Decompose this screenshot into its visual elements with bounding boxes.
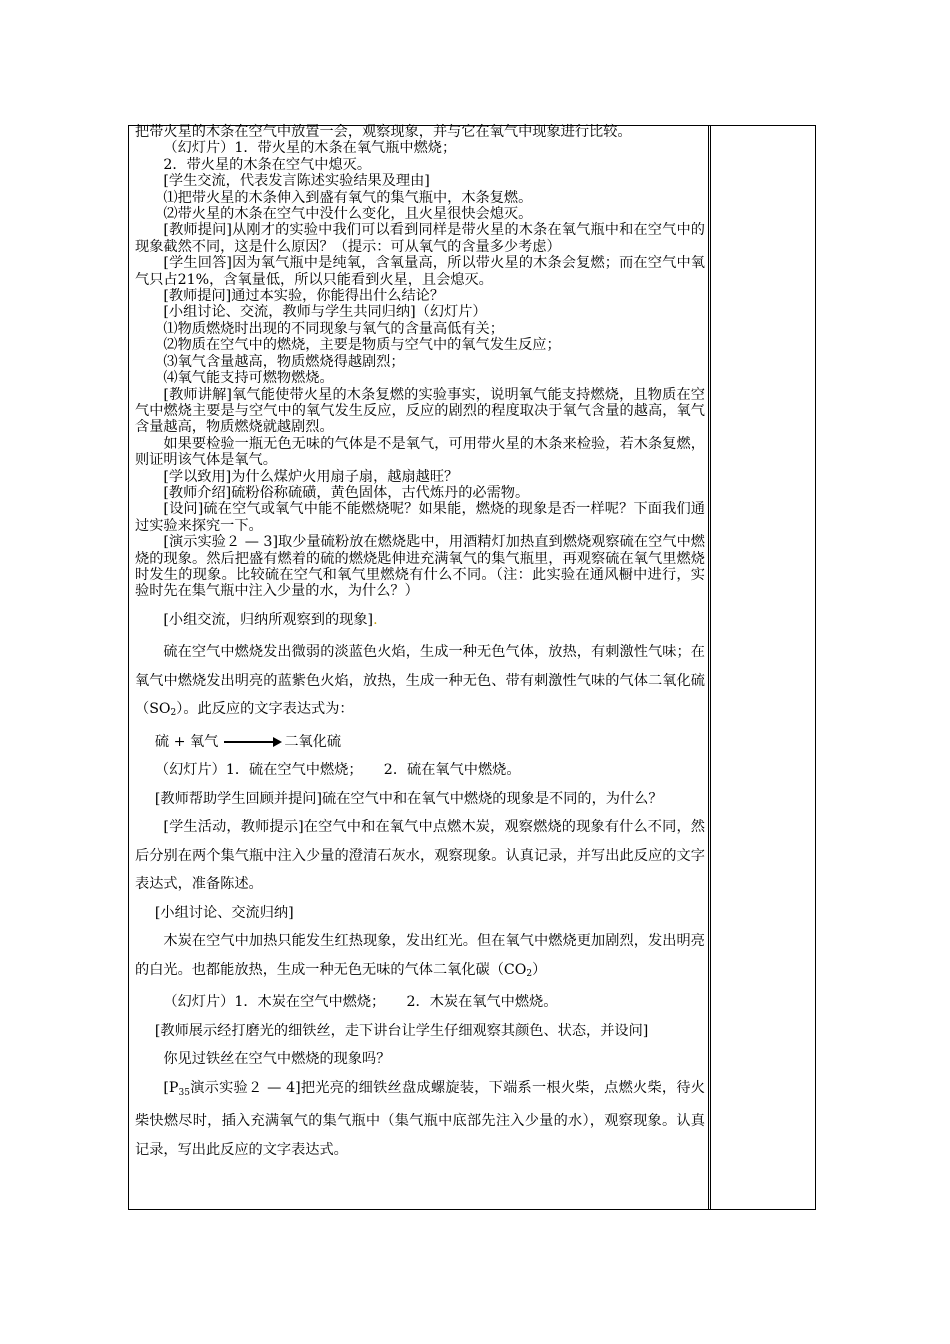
loose-paragraph-2: [学生活动，教师提示]在空气中和在氧气中点燃木炭，观察燃烧的现象有什么不同，然后分别在两个集气瓶中注入少量的澄清石灰水，观察现象。认真记录，并写出此反应的文字表达式，准备陈述。: [135, 819, 705, 893]
lesson-table: [128, 125, 816, 1210]
sulfur-equation: [135, 728, 705, 757]
equation-product: 二氧化硫: [284, 733, 342, 750]
lesson-content: [135, 124, 705, 1164]
paragraph-12: ⑶氧气含量越高，物质燃烧得越剧烈；: [163, 353, 405, 370]
loose2-paragraph-1: [教师展示经打磨光的细铁丝，走下讲台让学生仔细观察其颜色、状态，并设问]: [154, 1022, 649, 1039]
paragraph-3: [学生交流，代表发言陈述实验结果及理由]: [163, 173, 430, 190]
paragraph-10: ⑴物质燃烧时出现的不同现象与氧气的含量高低有关；: [163, 320, 504, 337]
paragraph-13: ⑷氧气能支持可燃物燃烧。: [163, 370, 334, 387]
paragraph-19: [演示实验２ — 3]取少量硫粉放在燃烧匙中，用酒精灯加热直到燃烧观察硫在空气中燃烧的现象。然后把盛有燃着的硫的燃烧匙伸进充满氧气的集气瓶里，再观察硫在氧气里燃烧时发生的现象。比较硫在空气和氧气里燃烧有什么不同。（注：此实验在通风橱中进行，实验时先在集气瓶中注入少量的水，为什么？）: [135, 534, 705, 600]
column-divider-left: [708, 126, 709, 1209]
paragraph-6: [教师提问]从刚才的实验中我们可以看到同样是带火星的木条在氧气瓶中和在空气中的现象截然不同，这是什么原因？（提示：可从氧气的含量多少考虑）: [135, 222, 705, 255]
paragraph-4: ⑴把带火星的木条伸入到盛有氧气的集气瓶中，木条复燃。: [163, 189, 533, 206]
paragraph-8: [教师提问]通过本实验，你能得出什么结论？: [163, 288, 445, 305]
loose-paragraphs: [135, 606, 705, 1165]
paragraph-5: ⑵带火星的木条在空气中没什么变化，且火星很快会熄灭。: [163, 206, 533, 223]
paragraph-9: [小组讨论、交流，教师与学生共同归纳]（幻灯片）: [163, 304, 487, 321]
paragraph-17: [教师介绍]硫粉俗称硫磺，黄色固体，古代炼丹的必需物。: [163, 484, 530, 501]
loose2-paragraph-2: 你见过铁丝在空气中燃烧的现象吗？: [163, 1051, 391, 1068]
paragraph-16: [学以致用]为什么煤炉火用扇子扇，越扇越旺？: [163, 468, 459, 485]
equation-reactants: 硫 + 氧气: [154, 733, 219, 750]
paragraph-0: 把带火星的木条在空气中放置一会，观察现象，并与它在氧气中现象进行比较。: [135, 124, 632, 140]
loose-paragraph-0: （幻灯片）1．硫在空气中燃烧； 2．硫在氧气中燃烧。: [154, 762, 521, 779]
charcoal-phenomenon: 木炭在空气中加热只能发生红热现象，发出红光。但在氧气中燃烧更加剧烈，发出明亮的白光。也都能放热，生成一种无色无味的气体二氧化碳$(CO_2)$: [135, 933, 705, 979]
paragraph-1: （幻灯片）1．带火星的木条在氧气瓶中燃烧；: [163, 140, 457, 157]
paragraph-14: [教师讲解]氧气能使带火星的木条复燃的实验事实，说明氧气能支持燃烧，且物质在空气中燃烧主要是与空气中的氧气发生反应，反应的剧烈的程度取决于氧气含量的越高，氧气含量越高，物质燃烧就越剧烈。: [135, 386, 705, 436]
sulfur-phenomenon: 硫在空气中燃烧发出微弱的淡蓝色火焰，生成一种无色气体，放热，有刺激性气味；在氧气中燃烧发出明亮的蓝紫色火焰，放热，生成一种无色、带有刺激性气味的气体二氧化硫$(SO_2)$。此反应的文字表达式为：: [135, 644, 705, 719]
paragraph-15: 如果要检验一瓶无色无味的气体是不是氧气，可用带火星的木条来检验，若木条复燃，则证明该气体是氧气。: [135, 435, 705, 469]
iron-experiment: [$P_{35}$演示实验２ — 4]把光亮的细铁丝盘成螺旋装，下端系一根火柴，点燃火柴，待火柴快燃尽时，插入充满氧气的集气瓶中（集气瓶中底部先注入少量的水），观察现象。认真记录，写出此反应的文字表达式。: [135, 1079, 705, 1158]
reaction-arrow-icon: [224, 737, 282, 747]
paragraph-2: 2．带火星的木条在空气中熄灭。: [163, 156, 372, 173]
dense-paragraphs: [135, 124, 705, 600]
paragraph-11: ⑵物质在空气中的燃烧，主要是物质与空气中的氧气发生反应；: [163, 337, 561, 354]
column-divider-right: [710, 126, 711, 1209]
loose-paragraph-3: [小组讨论、交流归纳]: [154, 904, 294, 921]
paragraph-7: [学生回答]因为氧气瓶中是纯氧，含氧量高，所以带火星的木条会复燃；而在空气中氧气只占21%，含氧量低，所以只能看到火星，且会熄灭。: [135, 255, 705, 288]
loose2-paragraph-0: （幻灯片）1．木炭在空气中燃烧； 2．木炭在氧气中燃烧。: [163, 994, 558, 1011]
paragraph-18: [设问]硫在空气或氧气中能不能燃烧呢？如果能，燃烧的现象是否一样呢？下面我们通过实验来探究一下。: [135, 501, 705, 534]
loose-paragraph-1: [教师帮助学生回顾并提问]硫在空气中和在氧气中燃烧的现象是不同的，为什么？: [154, 790, 663, 807]
group-summary: [小组交流，归纳所观察到的现象].: [163, 611, 378, 628]
